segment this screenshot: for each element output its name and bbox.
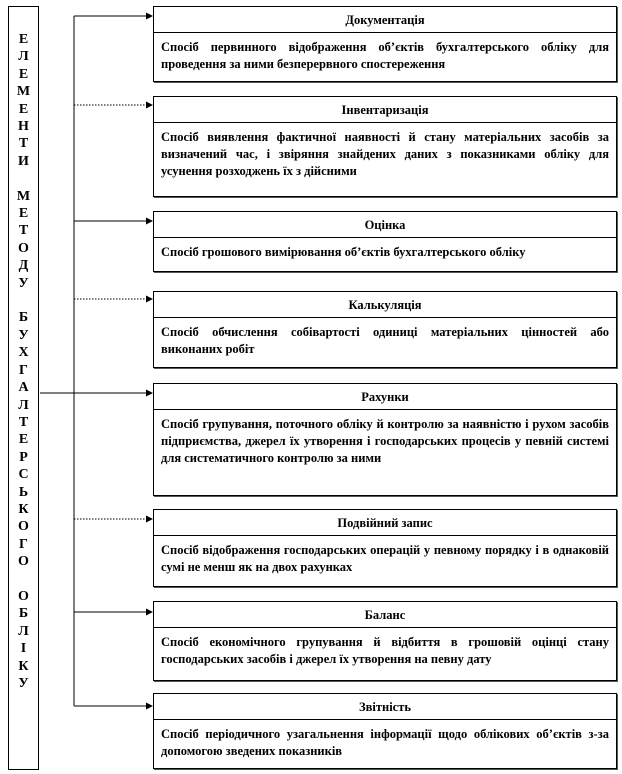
vertical-title-word — [9, 31, 38, 170]
vertical-title-letter: Т — [18, 223, 29, 239]
arrowhead — [146, 609, 153, 616]
box-costing — [153, 291, 617, 368]
arrowhead — [146, 703, 153, 710]
box-balance — [153, 601, 617, 681]
box-inventory — [153, 96, 617, 197]
vertical-title-letter: Р — [19, 449, 28, 465]
arrowhead — [146, 218, 153, 225]
method-elements-vertical-title — [8, 6, 39, 770]
vertical-title-letter: Е — [18, 32, 29, 47]
branch-arrows — [74, 13, 153, 710]
vertical-title-letter: Г — [19, 362, 28, 378]
vertical-title-letter: Е — [18, 101, 29, 117]
box-desc-accounts: Спосіб групування, поточного обліку й контролю за наявністю і рухом засобів підприємства, джерел їх утворення і господарських процесів у певній системі для систематичного контролю за ними — [161, 417, 609, 465]
vertical-title-letter: Ь — [18, 484, 29, 500]
arrowhead — [146, 390, 153, 397]
arrowhead — [146, 516, 153, 523]
vertical-title-letter: Х — [18, 345, 29, 361]
box-title-costing: Калькуляція — [154, 292, 616, 318]
vertical-title-letter: У — [18, 675, 29, 691]
vertical-title-letter: К — [18, 501, 29, 517]
box-valuation — [153, 211, 617, 272]
vertical-title-text — [9, 31, 38, 692]
vertical-title-letter: О — [18, 519, 29, 535]
vertical-title-letter: Л — [18, 623, 29, 639]
vertical-title-letter: И — [18, 153, 29, 169]
vertical-title-letter: Л — [18, 397, 29, 413]
box-desc-documentation: Спосіб первинного відображення об’єктів бухгалтерського обліку для проведення за ними безперервного спостереження — [161, 40, 609, 71]
vertical-title-letter: Е — [18, 432, 29, 448]
box-title-reporting: Звітність — [154, 694, 616, 720]
box-double-entry — [153, 509, 617, 587]
vertical-title-letter: У — [18, 275, 29, 291]
vertical-title-letter: Т — [18, 136, 29, 152]
box-title-double-entry: Подвійний запис — [154, 510, 616, 536]
vertical-title-letter: Б — [18, 310, 29, 326]
box-desc-balance: Спосіб економічного групування й відбиття в грошовій оцінці стану господарських засобів і джерел їх утворення на певну дату — [161, 635, 609, 666]
vertical-title-letter: М — [16, 84, 31, 100]
vertical-title-word — [9, 588, 38, 692]
vertical-title-letter: К — [18, 658, 29, 674]
box-desc-reporting: Спосіб періодичного узагальнення інформації щодо облікових об’єктів з-за допомогою зведених показників — [161, 727, 609, 758]
vertical-title-letter: О — [18, 240, 29, 256]
arrowhead — [146, 102, 153, 109]
box-desc-inventory: Спосіб виявлення фактичної наявності й стану матеріальних засобів за визначений час, і звіряння знайдених даних з показниками обліку для усунення розходжень їх з дійсними — [161, 130, 609, 178]
vertical-title-letter: Г — [19, 536, 28, 552]
vertical-title-word — [9, 188, 38, 292]
box-desc-costing: Спосіб обчислення собівартості одиниці матеріальних цінностей або виконаних робіт — [161, 325, 609, 356]
vertical-title-letter: Н — [18, 119, 29, 135]
box-title-valuation: Оцінка — [154, 212, 616, 238]
arrowhead — [146, 13, 153, 20]
box-desc-double-entry: Спосіб відображення господарських операцій у певному порядку і в однаковій сумі не менш як на двох рахунках — [161, 543, 609, 574]
box-reporting — [153, 693, 617, 769]
vertical-title-letter: Б — [18, 606, 29, 622]
vertical-title-letter: І — [20, 641, 27, 657]
vertical-title-letter: С — [18, 467, 29, 483]
vertical-title-letter: Л — [18, 49, 29, 65]
vertical-title-letter: Д — [18, 258, 29, 274]
box-title-inventory: Інвентаризація — [154, 97, 616, 123]
box-title-accounts: Рахунки — [154, 384, 616, 410]
box-title-balance: Баланс — [154, 602, 616, 628]
box-accounts — [153, 383, 617, 496]
vertical-title-word — [9, 309, 38, 570]
vertical-title-letter: Е — [18, 66, 29, 82]
arrowhead — [146, 296, 153, 303]
vertical-title-letter: Т — [18, 414, 29, 430]
box-documentation — [153, 6, 617, 82]
vertical-title-letter: О — [18, 554, 29, 570]
vertical-title-letter: О — [18, 588, 29, 604]
vertical-title-letter: А — [18, 380, 29, 396]
vertical-title-letter: М — [16, 188, 31, 204]
vertical-title-letter: Е — [18, 206, 29, 222]
box-desc-valuation: Спосіб грошового вимірювання об’єктів бухгалтерського обліку — [161, 245, 526, 259]
vertical-title-letter: У — [18, 327, 29, 343]
box-title-documentation: Документація — [154, 7, 616, 33]
